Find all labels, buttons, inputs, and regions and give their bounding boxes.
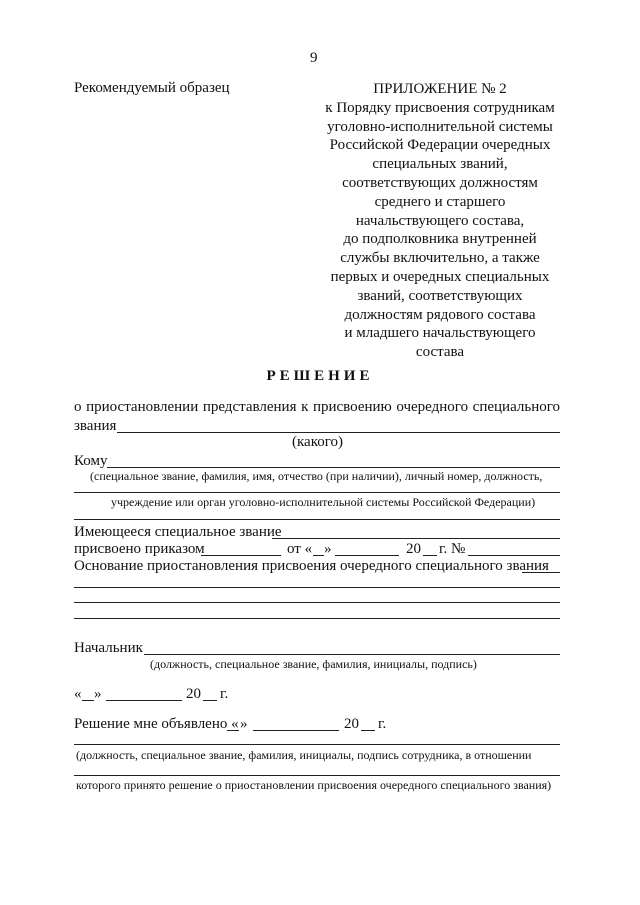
date-day-field[interactable]	[82, 700, 94, 701]
employee-field-2[interactable]	[74, 775, 560, 776]
order-from: от «	[287, 541, 313, 557]
announced-month-field[interactable]	[253, 730, 339, 731]
form-intro: о приостановлении представления к присвоению очередного специального	[74, 399, 560, 415]
basis-field-4[interactable]	[74, 618, 560, 619]
annex-line: соответствующих должностям	[342, 174, 538, 191]
decision-title: РЕШЕНИЕ	[266, 368, 374, 384]
page-number: 9	[310, 50, 318, 66]
order-quote-close: »	[324, 541, 332, 557]
chief-field[interactable]	[144, 654, 560, 655]
order-number-field[interactable]	[201, 555, 281, 556]
annex-line: к Порядку присвоения сотрудникам	[325, 99, 555, 116]
rank-hint: (какого)	[292, 434, 344, 450]
current-rank-label: Имеющееся специальное звание	[74, 524, 282, 540]
annex-line: уголовно-исполнительной системы	[327, 118, 553, 135]
sample-label: Рекомендуемый образец	[74, 80, 230, 96]
basis-field[interactable]	[522, 572, 560, 573]
date-year: 20	[186, 686, 201, 702]
employee-hint-2: которого принято решение о приостановлении присвоения очередного специального звания)	[76, 778, 552, 792]
annex-line: до подполковника внутренней	[343, 231, 537, 248]
announced-year: 20	[344, 716, 359, 732]
to-field-3[interactable]	[74, 519, 560, 520]
annex-block	[300, 80, 580, 362]
to-field[interactable]	[107, 467, 560, 468]
annex-line: среднего и старшего	[374, 193, 506, 210]
order-day-field[interactable]	[313, 555, 324, 556]
order-label: присвоено приказом	[74, 541, 205, 557]
basis-field-2[interactable]	[74, 587, 560, 588]
annex-line: специальных званий,	[372, 156, 508, 173]
date-open: «	[74, 686, 82, 702]
chief-label: Начальник	[74, 640, 143, 656]
annex-title: ПРИЛОЖЕНИЕ № 2	[373, 81, 507, 97]
to-hint: (специальное звание, фамилия, имя, отчество (при наличии), личный номер, должность,	[90, 469, 543, 483]
annex-line: службы включительно, а также	[340, 250, 540, 267]
order-no-field[interactable]	[468, 555, 560, 556]
order-year-field[interactable]	[423, 555, 437, 556]
annex-line: званий, соответствующих	[357, 287, 523, 304]
announced-suffix: г.	[378, 716, 387, 732]
to-field-2[interactable]	[74, 492, 560, 493]
order-year-suffix: г. №	[439, 541, 466, 557]
employee-field[interactable]	[74, 744, 560, 745]
basis-label: Основание приостановления присвоения очередного специального звания	[74, 558, 549, 574]
announced-close: »	[240, 716, 248, 732]
to-label: Кому	[74, 453, 108, 469]
date-month-field[interactable]	[106, 700, 182, 701]
date-suffix: г.	[220, 686, 229, 702]
announced-year-field[interactable]	[361, 730, 375, 731]
annex-line: состава	[415, 344, 465, 361]
annex-line: и младшего начальствующего	[344, 325, 536, 342]
basis-field-3[interactable]	[74, 602, 560, 603]
rank-label: звания	[74, 418, 117, 434]
announced-label: Решение мне объявлено «	[74, 716, 239, 732]
annex-line: начальствующего состава,	[355, 212, 525, 229]
annex-line: Российской Федерации очередных	[329, 137, 551, 154]
to-hint-2: учреждение или орган уголовно-исполнительной системы Российской Федерации)	[111, 495, 536, 509]
rank-field[interactable]	[117, 432, 560, 433]
order-month-field[interactable]	[335, 555, 399, 556]
current-rank-field[interactable]	[272, 538, 560, 539]
date-close: »	[94, 686, 102, 702]
annex-line: должностям рядового состава	[344, 306, 536, 323]
chief-hint: (должность, специальное звание, фамилия, инициалы, подпись)	[150, 657, 477, 671]
employee-hint: (должность, специальное звание, фамилия, инициалы, подпись сотрудника, в отношении	[76, 748, 532, 762]
annex-line: первых и очередных специальных	[330, 268, 550, 285]
order-year: 20	[406, 541, 421, 557]
date-year-field[interactable]	[203, 700, 217, 701]
announced-day-field[interactable]	[227, 730, 239, 731]
